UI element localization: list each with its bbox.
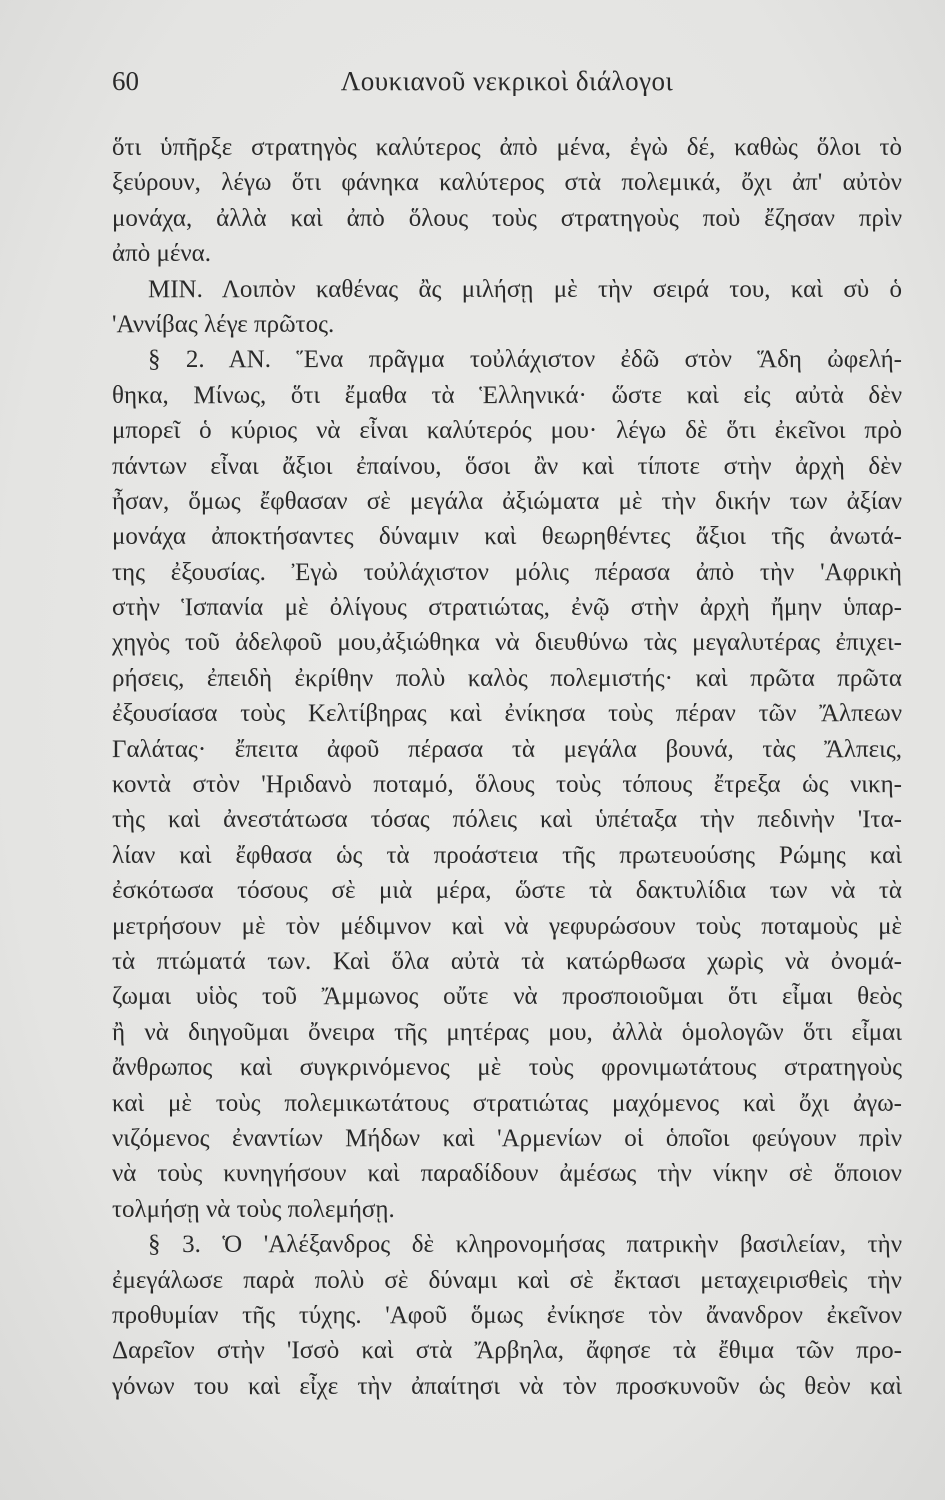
text-line: ξεύρουν, λέγω ὅτι φάνηκα καλύτερος στὰ πολεμικά, ὄχι ἀπ' αὐτὸν — [112, 169, 902, 197]
page-header — [112, 64, 902, 104]
text-line: νὰ τοὺς κυνηγήσουν καὶ παραδίδουν ἀμέσως τὴν νίκην σὲ ὅποιον — [112, 1160, 902, 1188]
text-line: ὅτι ὑπῆρξε στρατηγὸς καλύτερος ἀπὸ μένα, ἐγὼ δέ, καθὼς ὅλοι τὸ — [112, 134, 902, 161]
text-line: τὴς καὶ ἀνεστάτωσα τόσας πόλεις καὶ ὑπέταξα τὴν πεδινὴν 'Ιτα- — [112, 806, 902, 834]
text-line: κοντὰ στὸν 'Ηριδανὸ ποταμό, ὅλους τοὺς τόπους ἔτρεξα ὡς νικη- — [112, 771, 902, 799]
body-text — [112, 130, 902, 1404]
text-line: Γαλάτας· ἔπειτα ἀφοῦ πέρασα τὰ μεγάλα βουνά, τὰς Ἄλπεις, — [112, 735, 902, 763]
text-line: ἐμεγάλωσε παρὰ πολὺ σὲ δύναμι καὶ σὲ ἔκτασι μεταχειρισθεὶς τὴν — [112, 1266, 902, 1294]
text-line: ζωμαι υἱὸς τοῦ Ἄμμωνος οὔτε νὰ προσποιοῦμαι ὅτι εἶμαι θεὸς — [112, 983, 902, 1011]
text-line: Δαρεῖον στὴν 'Ισσὸ καὶ στὰ Ἄρβηλα, ἄφησε τὰ ἔθιμα τῶν προ- — [112, 1337, 902, 1365]
text-line: § 3. Ὁ 'Αλέξανδρος δὲ κληρονομήσας πατρικὴν βασιλείαν, τὴν — [148, 1231, 902, 1259]
text-line: μπορεῖ ὁ κύριος νὰ εἶναι καλύτερός μου· λέγω δὲ ὅτι ἐκεῖνοι πρὸ — [112, 417, 902, 445]
text-line: ἢ νὰ διηγοῦμαι ὄνειρα τῆς μητέρας μου, ἀλλὰ ὁμολογῶν ὅτι εἶμαι — [112, 1018, 902, 1046]
running-title: Λουκιανοῦ νεκρικοὶ διάλογοι — [340, 66, 674, 96]
text-line: στὴν Ἱσπανία μὲ ὀλίγους στρατιώτας, ἐνῷ στὴν ἀρχὴ ἤμην ὑπαρ- — [112, 594, 902, 622]
text-line: λίαν καὶ ἔφθασα ὡς τὰ προάστεια τῆς πρωτευούσης Ρώμης καὶ — [112, 841, 902, 869]
text-line: τολμήσῃ νὰ τοὺς πολεμήσῃ. — [112, 1195, 395, 1223]
text-line: ἀπὸ μένα. — [112, 240, 212, 268]
text-line: ἄνθρωπος καὶ συγκρινόμενος μὲ τοὺς φρονιμωτάτους στρατηγοὺς — [112, 1054, 902, 1082]
text-line: ΜΙΝ. Λοιπὸν καθένας ἂς μιλήσῃ μὲ τὴν σειρά του, καὶ σὺ ὁ — [148, 275, 902, 303]
text-line: § 2. ΑΝ. Ἕνα πρᾶγμα τοὐλάχιστον ἐδῶ στὸν Ἅδη ὠφελή- — [148, 346, 902, 374]
text-line: της ἐξουσίας. Ἐγὼ τοὐλάχιστον μόλις πέρασα ἀπὸ τὴν 'Αφρικὴ — [112, 558, 902, 586]
text-line: καὶ μὲ τοὺς πολεμικωτάτους στρατιώτας μαχόμενος καὶ ὄχι ἀγω- — [112, 1089, 902, 1117]
text-line: ἐξουσίασα τοὺς Κελτίβηρας καὶ ἐνίκησα τοὺς πέραν τῶν Ἄλπεων — [112, 700, 902, 728]
text-line: ρήσεις, ἐπειδὴ ἐκρίθην πολὺ καλὸς πολεμιστής· καὶ πρῶτα πρῶτα — [112, 664, 902, 692]
text-line: γόνων του καὶ εἶχε τὴν ἀπαίτησι νὰ τὸν προσκυνοῦν ὡς θεὸν καὶ — [112, 1372, 902, 1400]
text-line: τὰ πτώματά των. Καὶ ὅλα αὐτὰ τὰ κατώρθωσα χωρὶς νὰ ὀνομά- — [112, 947, 902, 975]
page-number: 60 — [112, 66, 139, 96]
text-line: μονάχα ἀποκτήσαντες δύναμιν καὶ θεωρηθέντες ἄξιοι τῆς ἀνωτά- — [112, 523, 902, 551]
text-line: προθυμίαν τῆς τύχης. 'Αφοῦ ὅμως ἐνίκησε τὸν ἄνανδρον ἐκεῖνον — [112, 1301, 902, 1329]
text-line: μονάχα, ἀλλὰ καὶ ἀπὸ ὅλους τοὺς στρατηγοὺς ποὺ ἔζησαν πρὶν — [112, 204, 902, 232]
text-line: πάντων εἶναι ἄξιοι ἐπαίνου, ὅσοι ἂν καὶ τίποτε στὴν ἀρχὴ δὲν — [112, 452, 902, 480]
text-line: ἦσαν, ὅμως ἔφθασαν σὲ μεγάλα ἀξιώματα μὲ τὴν δικήν των ἀξίαν — [112, 487, 902, 515]
text-line: θηκα, Μίνως, ὅτι ἔμαθα τὰ Ἑλληνικά· ὥστε καὶ εἰς αὐτὰ δὲν — [112, 381, 902, 409]
text-line: 'Αννίβας λέγε πρῶτος. — [112, 310, 335, 338]
text-line: μετρήσουν μὲ τὸν μέδιμνον καὶ νὰ γεφυρώσουν τοὺς ποταμοὺς μὲ — [112, 912, 902, 940]
text-line: νιζόμενος ἐναντίων Μήδων καὶ 'Αρμενίων οἱ ὁποῖοι φεύγουν πρὶν — [112, 1124, 902, 1152]
text-line: χηγὸς τοῦ ἀδελφοῦ μου,ἀξιώθηκα νὰ διευθύνω τὰς μεγαλυτέρας ἐπιχει- — [112, 629, 902, 657]
text-line: ἐσκότωσα τόσους σὲ μιὰ μέρα, ὥστε τὰ δακτυλίδια των νὰ τὰ — [112, 877, 902, 905]
